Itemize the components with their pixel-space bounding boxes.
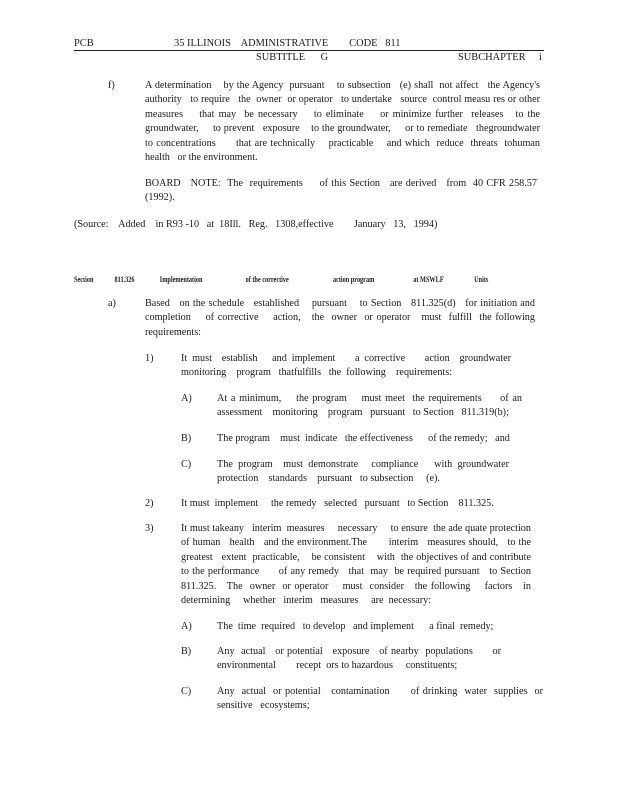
section-title-part-5: Units [474,275,489,284]
header-subchapter-letter: i [539,52,542,63]
para-f-text: A determination by the Agency pursuant to subsection (e) shall not affect the Agency's authority to require the owner or operator to undertake source control measu res or other measures that may be necessary to eliminate or minimize further releases to the groundwater, to prevent exposure to the groundwater, or to remediate thegroundwater to concentrations that are technically practicable and which reduce threats tohuman health or the environment. [145,80,556,164]
item-a1-text: It must establish and implement a corrective action groundwater monitoring program thatfulfills the following requirements: [181,353,514,379]
header-subtitle: SUBTITLE G [256,52,329,63]
section-title-part-3: action program [332,275,375,284]
item-a3C-text: Any actual or potential contamination of drinking water supplies or sensitive ecosystems; [217,686,546,712]
item-a2-text: It must implement the remedy selected pursuant to Section 811.325. [181,498,494,509]
board-note: BOARD NOTE: The requirements of this Section are derived from 40 CFR 258.57 (1992). [145,178,545,204]
header-rule [74,50,544,51]
item-a3C-label: C) [181,686,192,697]
item-a1C-text: The program must demonstrate compliance with groundwater protection standards pursuant to subsection (e). [217,459,512,485]
item-a1B-text: The program must indicate the effectiveness of the remedy; and [217,433,510,444]
item-a3B-label: B) [181,646,192,657]
section-title-part-2: of the corrective [245,275,289,284]
source-note: (Source: Added in R93 -10 at 18Ill. Reg. 1308,effective January 13, 1994) [74,219,438,230]
item-a3A-text: The time required to develop and implement a final remedy; [217,621,494,632]
section-title-part-1: Implementation [159,275,203,284]
item-a3B-text: Any actual or potential exposure of nearby populations or environmental recept ors to hazardous constituents; [217,646,504,672]
header-left: PCB [74,38,94,49]
section-title-part-4: at MSWLF [413,275,444,284]
item-a1A-text: At a minimum, the program must meet the requirements of an assessment monitoring program pursuant to Section 811.319(b); [217,393,525,419]
item-a-text: Based on the schedule established pursuant to Section 811.325(d) for initiation and completion of corrective action, the owner or operator must fulfill the following requirements: [145,298,546,338]
item-a3-text: It must takeany interim measures necessary to ensure the ade quate protection of human health and the environment.The interim measures should, to the greatest extent practicable, be consistent with the objectives of and contribute to the performance of any remedy that may be required pursuant to Section 811.325. The owner or operator must consider the following factors in determining whether interim measures are necessary: [181,523,542,607]
header-subchapter: SUBCHAPTER [458,52,526,63]
item-a1C-label: C) [181,459,192,470]
para-f-label: f) [108,80,115,91]
item-a1A-label: A) [181,393,192,404]
item-a3A-label: A) [181,621,192,632]
item-a1B-label: B) [181,433,192,444]
item-a1-label: 1) [145,353,154,364]
section-heading [74,273,488,287]
section-number: 811.326 [114,275,135,284]
section-label: Section [74,275,94,284]
header-center: 35 ILLINOIS ADMINISTRATIVE CODE 811 [174,38,401,49]
item-a-label: a) [108,298,116,309]
item-a3-label: 3) [145,523,154,534]
item-a2-label: 2) [145,498,154,509]
